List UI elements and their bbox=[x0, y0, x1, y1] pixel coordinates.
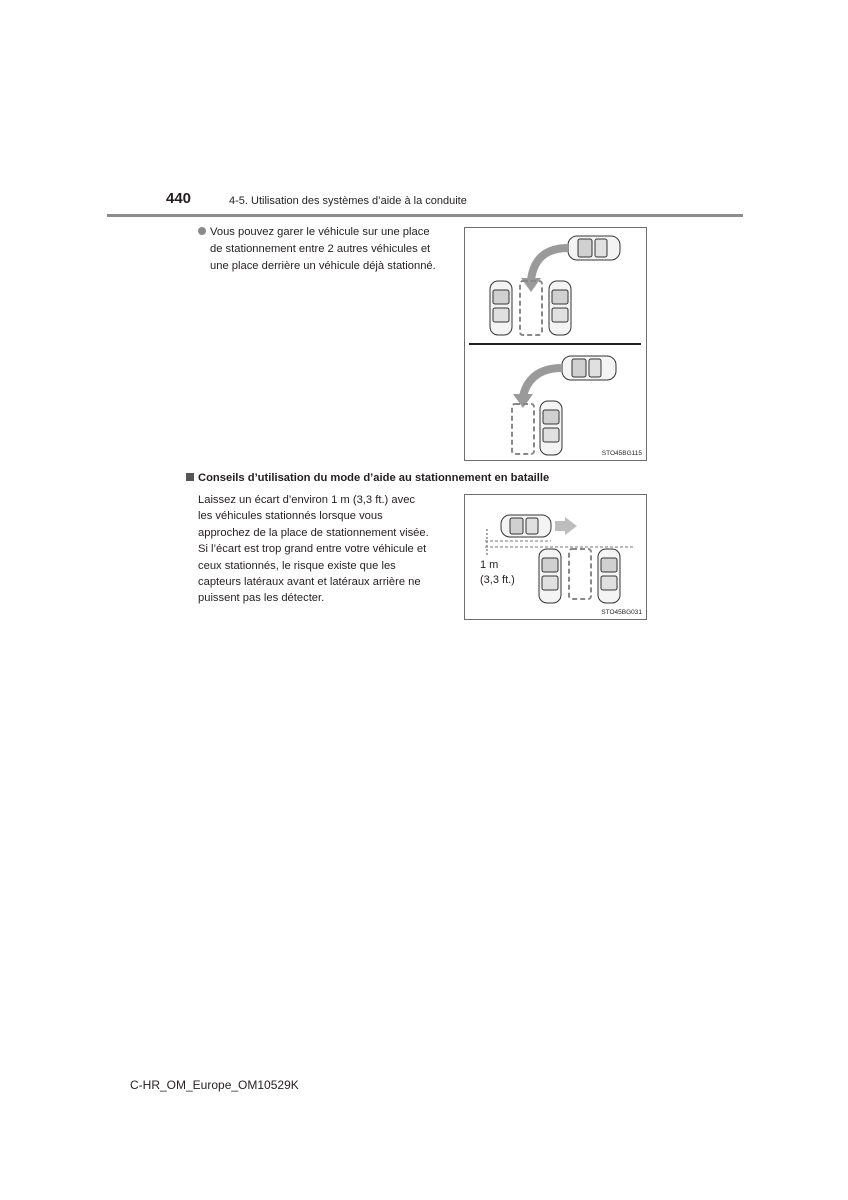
page-number: 440 bbox=[166, 190, 192, 207]
target-space-3-icon bbox=[569, 549, 591, 599]
direction-arrow-icon bbox=[555, 517, 577, 535]
parked-car-3-icon bbox=[540, 401, 562, 455]
figure-parallel-parking bbox=[464, 227, 647, 461]
parking-illustration bbox=[465, 228, 646, 460]
approaching-car-icon bbox=[501, 515, 551, 537]
parked-car-b-icon bbox=[598, 549, 620, 603]
target-space-2-icon bbox=[512, 404, 534, 454]
section-title: 4-5. Utilisation des systèmes d’aide à la conduite bbox=[229, 195, 467, 207]
para-line-1: Laissez un écart d’environ 1 m (3,3 ft.) avec bbox=[198, 494, 416, 506]
bullet-line-2: de stationnement entre 2 autres véhicules et bbox=[210, 243, 431, 255]
para-line-4: Si l’écart est trop grand entre votre véhicule et bbox=[198, 543, 427, 556]
para-line-7: puissent pas les détecter. bbox=[198, 592, 325, 605]
para-line-2: les véhicules stationnés lorsque vous bbox=[198, 510, 383, 523]
parked-car-left-icon bbox=[490, 281, 512, 335]
bullet-dot-icon bbox=[198, 227, 206, 235]
gap-illustration bbox=[465, 495, 646, 619]
bullet-line-3: une place derrière un véhicule déjà stationné. bbox=[210, 260, 436, 272]
para-line-5: ceux stationnés, le risque existe que les bbox=[198, 559, 396, 572]
parked-car-right-icon bbox=[549, 281, 571, 335]
figure-1-label: STO45BG115 bbox=[601, 450, 642, 457]
figure-gap-distance bbox=[464, 494, 647, 620]
bullet-paragraph bbox=[198, 224, 454, 275]
distance-imperial: (3,3 ft.) bbox=[480, 574, 515, 586]
header-rule bbox=[107, 214, 743, 217]
subheading-text: Conseils d’utilisation du mode d’aide au stationnement en bataille bbox=[198, 472, 550, 484]
tips-paragraph bbox=[198, 492, 448, 607]
moving-car-icon bbox=[568, 236, 620, 260]
footer-code: C-HR_OM_Europe_OM10529K bbox=[130, 1078, 299, 1092]
figure-2-label: STO45BG031 bbox=[601, 609, 642, 616]
moving-car-2-icon bbox=[562, 356, 616, 380]
parked-car-a-icon bbox=[539, 549, 561, 603]
square-bullet-icon bbox=[186, 473, 194, 481]
distance-label bbox=[480, 558, 515, 588]
distance-metric: 1 m bbox=[480, 559, 499, 571]
bullet-line-1: Vous pouvez garer le véhicule sur une place bbox=[210, 226, 430, 238]
para-line-6: capteurs latéraux avant et latéraux arrière ne bbox=[198, 576, 421, 589]
para-line-3: approchez de la place de stationnement visée. bbox=[198, 526, 429, 539]
subheading bbox=[186, 472, 549, 484]
